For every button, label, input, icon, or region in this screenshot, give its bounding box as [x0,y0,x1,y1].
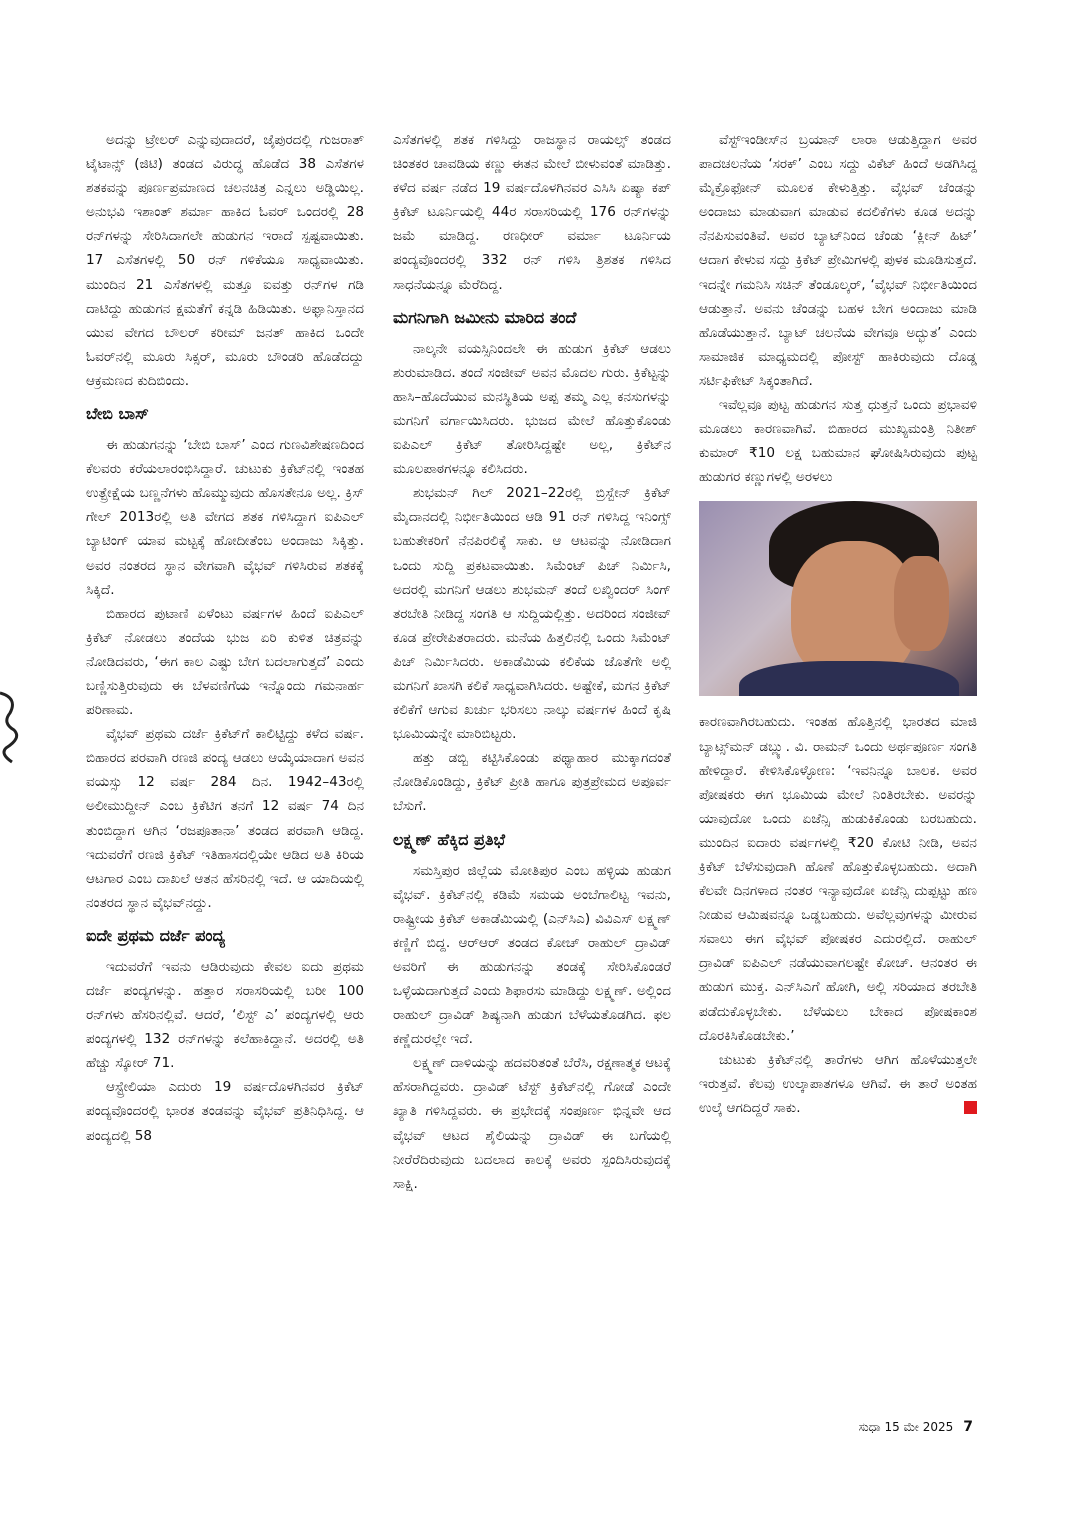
page-number: 7 [963,1419,973,1435]
margin-doodle [0,688,22,768]
paragraph: ವೆಸ್ಟ್‌ಇಂಡೀಸ್‌ನ ಬ್ರಯಾನ್ ಲಾರಾ ಆಡುತ್ತಿದ್ದಾಗ ಅವರ ಪಾದಚಲನೆಯ ‘ಸರಕ್’ ಎಂಬ ಸದ್ದು ವಿಕೆಟ್ ಹಿಂದೆ ಅಡಗಿಸಿದ್ದ ಮೈಕ್ರೊಫೋನ್ ಮೂಲಕ ಕೇಳುತ್ತಿತ್ತು. ವೈಭವ್ ಚೆಂಡನ್ನು ಅಂದಾಜು ಮಾಡುವಾಗ ಮಾಡುವ ಕದಲಿಕೆಗಳು ಕೂಡ ಅದನ್ನು ನೆನಪಿಸುವಂತಿವೆ. ಅವರ ಬ್ಯಾಟ್‌ನಿಂದ ಚೆಂಡು ‘ಕ್ಲೀನ್ ಹಿಟ್’ ಆದಾಗ ಕೇಳುವ ಸದ್ದು ಕ್ರಿಕೆಟ್ ಪ್ರೇಮಿಗಳಲ್ಲಿ ಪುಳಕ ಮೂಡಿಸುತ್ತದೆ. ಇದನ್ನೇ ಗಮನಿಸಿ ಸಚಿನ್ ತೆಂಡೂಲ್ಕರ್, ‘ವೈಭವ್ ನಿರ್ಭೀತಿಯಿಂದ ಆಡುತ್ತಾನೆ. ಅವನು ಚೆಂಡನ್ನು ಬಹಳ ಬೇಗ ಅಂದಾಜು ಮಾಡಿ ಹೊಡೆಯುತ್ತಾನೆ. ಬ್ಯಾಟ್ ಚಲನೆಯ ವೇಗವೂ ಅದ್ಭುತ’ ಎಂದು ಸಾಮಾಜಿಕ ಮಾಧ್ಯಮದಲ್ಲಿ ಪೋಸ್ಟ್ ಹಾಕಿರುವುದು ದೊಡ್ಡ ಸರ್ಟಿಫಿಕೇಟ್ ಸಿಕ್ಕಂತಾಗಿದೆ. [699,132,977,389]
column-3 [699,128,977,1120]
paragraph: ಇವೆಲ್ಲವೂ ಪುಟ್ಟ ಹುಡುಗನ ಸುತ್ತ ಧುತ್ತನೆ ಒಂದು ಪ್ರಭಾವಳಿ ಮೂಡಲು ಕಾರಣವಾಗಿವೆ. ಬಿಹಾರದ ಮುಖ್ಯಮಂತ್ರಿ ನಿತೀಶ್ ಕುಮಾರ್ ₹10 ಲಕ್ಷ ಬಹುಮಾನ ಘೋಷಿಸಿರುವುದು ಪುಟ್ಟ ಹುಡುಗರ ಕಣ್ಣುಗಳಲ್ಲಿ ಅರಳಲು [699,397,977,486]
paragraph-text: ಚುಟುಕು ಕ್ರಿಕೆಟ್‌ನಲ್ಲಿ ತಾರೆಗಳು ಆಗಿಗ ಹೊಳೆಯುತ್ತಲೇ ಇರುತ್ತವೆ. ಕೆಲವು ಉಲ್ಕಾಪಾತಗಳೂ ಆಗಿವೆ. ಈ ತಾರೆ ಅಂತಹ ಉಲ್ಕೆ ಆಗದಿದ್ದರೆ ಸಾಕು. [699,1051,977,1116]
section-heading-laxman-talent: ಲಕ್ಷ್ಮಣ್ ಹೆಕ್ಕಿದ ಪ್ರತಿಭೆ [393,829,506,849]
paragraph: ಎಸೆತಗಳಲ್ಲಿ ಶತಕ ಗಳಿಸಿದ್ದು ರಾಜಸ್ಥಾನ ರಾಯಲ್ಸ್ ತಂಡದ ಚಿಂತಕರ ಚಾವಡಿಯ ಕಣ್ಣು ಈತನ ಮೇಲೆ ಬೀಳುವಂತೆ ಮಾಡಿತ್ತು. ಕಳೆದ ವರ್ಷ ನಡೆದ 19 ವರ್ಷದೊಳಗಿನವರ ಎಸಿಸಿ ಏಷ್ಯಾ ಕಪ್ ಕ್ರಿಕೆಟ್ ಟೂರ್ನಿಯಲ್ಲಿ 44ರ ಸರಾಸರಿಯಲ್ಲಿ 176 ರನ್‌ಗಳನ್ನು ಜಮೆ ಮಾಡಿದ್ದ. ರಣಧೀರ್ ವರ್ಮಾ ಟೂರ್ನಿಯ ಪಂದ್ಯವೊಂದರಲ್ಲಿ 332 ರನ್ ಗಳಿಸಿ ತ್ರಿಶತಕ ಗಳಿಸಿದ ಸಾಧನೆಯನ್ನೂ ಮೆರೆದಿದ್ದ. [393,132,671,293]
player-photo [699,501,977,696]
paragraph: ನಾಲ್ಕನೇ ವಯಸ್ಸಿನಿಂದಲೇ ಈ ಹುಡುಗ ಕ್ರಿಕೆಟ್ ಆಡಲು ಶುರುಮಾಡಿದ. ತಂದೆ ಸಂಜೀವ್ ಅವನ ಮೊದಲ ಗುರು. ಕ್ರಿಕೆಟ್ಟನ್ನು ಹಾಸಿ–ಹೊದೆಯುವ ಮನಸ್ಥಿತಿಯ ಅಪ್ಪ ತಮ್ಮ ಎಲ್ಲ ಕನಸುಗಳನ್ನು ಮಗನಿಗೆ ವರ್ಗಾಯಿಸಿದರು. ಭುಜದ ಮೇಲೆ ಹೊತ್ತುಕೊಂಡು ಐಪಿಎಲ್ ಕ್ರಿಕೆಟ್ ತೋರಿಸಿದ್ದಷ್ಟೇ ಅಲ್ಲ, ಕ್ರಿಕೆಟ್‌ನ ಮೂಲಪಾಠಗಳನ್ನೂ ಕಲಿಸಿದರು. [393,340,671,478]
paragraph: ಇದುವರೆಗೆ ಇವನು ಆಡಿರುವುದು ಕೇವಲ ಐದು ಪ್ರಥಮ ದರ್ಜೆ ಪಂದ್ಯಗಳನ್ನು. ಹತ್ತಾರ ಸರಾಸರಿಯಲ್ಲಿ ಬರೀ 100 ರನ್‌ಗಳು ಹೆಸರಿನಲ್ಲಿವೆ. ಆದರೆ, ‘ಲಿಸ್ಟ್ ಎ’ ಪಂದ್ಯಗಳಲ್ಲಿ ಆರು ಪಂದ್ಯಗಳಲ್ಲಿ 132 ರನ್‌ಗಳನ್ನು ಕಲೆಹಾಕಿದ್ದಾನೆ. ಅದರಲ್ಲಿ ಅತಿ ಹೆಚ್ಚು ಸ್ಕೋರ್ 71. [86,958,364,1072]
section-heading-first-class: ಐದೇ ಪ್ರಥಮ ದರ್ಜೆ ಪಂದ್ಯ [86,925,226,945]
paragraph: ಹತ್ತು ಡಬ್ಬಿ ಕಟ್ಟಿಸಿಕೊಂಡು ಪಥ್ಯಾಹಾರ ಮುಕ್ಕಾಗದಂತೆ ನೋಡಿಕೊಂಡಿದ್ದು, ಕ್ರಿಕೆಟ್ ಪ್ರೀತಿ ಹಾಗೂ ಪುತ್ರಪ್ರೇಮದ ಅಪೂರ್ವ ಬೆಸುಗೆ. [393,750,671,815]
page-footer [858,1418,973,1436]
column-2 [393,128,671,1196]
magazine-issue: ಸುಧಾ 15 ಮೇ 2025 [858,1420,954,1434]
paragraph: ಕಾರಣವಾಗಿರಬಹುದು. ಇಂತಹ ಹೊತ್ತಿನಲ್ಲಿ ಭಾರತದ ಮಾಜಿ ಬ್ಯಾಟ್ಸ್‌ಮನ್ ಡಬ್ಲ್ಯು. ವಿ. ರಾಮನ್ ಒಂದು ಅರ್ಥಪೂರ್ಣ ಸಂಗತಿ ಹೇಳಿದ್ದಾರೆ. ಕೇಳಿಸಿಕೊಳ್ಳೋಣ: ‘ಇವನಿನ್ನೂ ಬಾಲಕ. ಅವರ ಪೋಷಕರು ಈಗ ಭೂಮಿಯ ಮೇಲೆ ನಿಂತಿರಬೇಕು. ಅವರನ್ನು ಯಾವುದೋ ಒಂದು ಏಜೆನ್ಸಿ ಹುಡುಕಿಕೊಂಡು ಬರಬಹುದು. ಮುಂದಿನ ಐದಾರು ವರ್ಷಗಳಲ್ಲಿ ₹20 ಕೋಟಿ ನೀಡಿ, ಅವನ ಕ್ರಿಕೆಟ್ ಬೆಳೆಸುವುದಾಗಿ ಹೊಣೆ ಹೊತ್ತುಕೊಳ್ಳಬಹುದು. ಅದಾಗಿ ಕೆಲವೇ ದಿನಗಳಾದ ನಂತರ ಇನ್ಯಾವುದೋ ಏಜೆನ್ಸಿ ದುಪ್ಪಟ್ಟು ಹಣ ನೀಡುವ ಆಮಿಷವನ್ನೂ ಒಡ್ಡಬಹುದು. ಅವೆಲ್ಲವುಗಳನ್ನು ಮೀರುವ ಸವಾಲು ಈಗ ವೈಭವ್ ಪೋಷಕರ ಎದುರಲ್ಲಿದೆ. ರಾಹುಲ್ ದ್ರಾವಿಡ್ ಐಪಿಎಲ್ ನಡೆಯುವಾಗಲಷ್ಟೇ ಕೋಚ್. ಆನಂತರ ಈ ಹುಡುಗ ಮುಕ್ತ. ಎನ್‌ಸಿಎಗೆ ಹೋಗಿ, ಅಲ್ಲಿ ಸರಿಯಾದ ತರಬೇತಿ ಪಡೆದುಕೊಳ್ಳಬೇಕು. ಬೆಳೆಯಲು ಬೇಕಾದ ಪೋಷಕಾಂಶ ದೊರಕಿಸಿಕೊಡಬೇಕು.’ [699,714,977,1044]
paragraph: ಅದನ್ನು ಟ್ರೇಲರ್ ಎನ್ನುವುದಾದರೆ, ಜೈಪುರದಲ್ಲಿ ಗುಜರಾತ್ ಟೈಟಾನ್ಸ್ (ಜಿಟಿ) ತಂಡದ ವಿರುದ್ಧ ಹೊಡೆದ 38 ಎಸೆತಗಳ ಶತಕವನ್ನು ಪೂರ್ಣಪ್ರಮಾಣದ ಚಲನಚಿತ್ರ ಎನ್ನಲು ಅಡ್ಡಿಯಿಲ್ಲ. ಅನುಭವಿ ಇಶಾಂತ್ ಶರ್ಮಾ ಹಾಕಿದ ಓವರ್ ಒಂದರಲ್ಲಿ 28 ರನ್‌ಗಳನ್ನು ಸೇರಿಸಿದಾಗಲೇ ಹುಡುಗನ ಇರಾದೆ ಸ್ಪಷ್ಟವಾಯಿತು. 17 ಎಸೆತಗಳಲ್ಲಿ 50 ರನ್ ಗಳಿಕೆಯೂ ಸಾಧ್ಯವಾಯಿತು. ಮುಂದಿನ 21 ಎಸೆತಗಳಲ್ಲಿ ಮತ್ತೂ ಐವತ್ತು ರನ್‌ಗಳ ಗಡಿ ದಾಟಿದ್ದು ಹುಡುಗನ ಕ್ಷಮತೆಗೆ ಕನ್ನಡಿ ಹಿಡಿಯಿತು. ಅಫ್ಘಾನಿಸ್ತಾನದ ಯುವ ವೇಗದ ಬೌಲರ್ ಕರೀಮ್ ಜನತ್ ಹಾಕಿದ ಒಂದೇ ಓವರ್‌ನಲ್ಲಿ ಮೂರು ಸಿಕ್ಸರ್, ಮೂರು ಬೌಂಡರಿ ಹೊಡೆದದ್ದು ಆಕ್ರಮಣದ ಕುದಿಬಿಂದು. [86,132,364,389]
paragraph: ಶುಭಮನ್ ಗಿಲ್ 2021–22ರಲ್ಲಿ ಬ್ರಿಸ್ಬೇನ್ ಕ್ರಿಕೆಟ್ ಮೈದಾನದಲ್ಲಿ ನಿರ್ಭೀತಿಯಿಂದ ಆಡಿ 91 ರನ್ ಗಳಿಸಿದ್ದ ಇನಿಂಗ್ಸ್ ಬಹುತೇಕರಿಗೆ ನೆನಪಿರಲಿಕ್ಕೆ ಸಾಕು. ಆ ಆಟವನ್ನು ನೋಡಿದಾಗ ಒಂದು ಸುದ್ದಿ ಪ್ರಕಟವಾಯಿತು. ಸಿಮೆಂಟ್ ಪಿಚ್ ನಿರ್ಮಿಸಿ, ಅದರಲ್ಲಿ ಮಗನಿಗೆ ಆಡಲು ಶುಭಮನ್ ತಂದೆ ಲಖ್ವಿಂದರ್ ಸಿಂಗ್ ತರಬೇತಿ ನೀಡಿದ್ದ ಸಂಗತಿ ಆ ಸುದ್ದಿಯಲ್ಲಿತ್ತು. ಅದರಿಂದ ಸಂಜೀವ್ ಕೂಡ ಪ್ರೇರೇಪಿತರಾದರು. ಮನೆಯ ಹಿತ್ತಲಿನಲ್ಲಿ ಒಂದು ಸಿಮೆಂಟ್ ಪಿಚ್ ನಿರ್ಮಿಸಿದರು. ಅಕಾಡೆಮಿಯ ಕಲಿಕೆಯ ಜೊತೆಗೇ ಅಲ್ಲಿ ಮಗನಿಗೆ ಖಾಸಗಿ ಕಲಿಕೆ ಸಾಧ್ಯವಾಗಿಸಿದರು. ಅಷ್ಟೇಕೆ, ಮಗನ ಕ್ರಿಕೆಟ್ ಕಲಿಕೆಗೆ ಆಗುವ ಖರ್ಚು ಭರಿಸಲು ನಾಲ್ಕು ವರ್ಷಗಳ ಹಿಂದೆ ಕೃಷಿ ಭೂಮಿಯನ್ನೇ ಮಾರಿಬಿಟ್ಟರು. [393,485,671,743]
paragraph: ಬಿಹಾರದ ಪುಟಾಣಿ ಏಳೆಂಟು ವರ್ಷಗಳ ಹಿಂದೆ ಐಪಿಎಲ್ ಕ್ರಿಕೆಟ್ ನೋಡಲು ತಂದೆಯ ಭುಜ ಏರಿ ಕುಳಿತ ಚಿತ್ರವನ್ನು ನೋಡಿದವರು, ‘ಈಗ ಕಾಲ ಎಷ್ಟು ಬೇಗ ಬದಲಾಗುತ್ತದೆ’ ಎಂದು ಬಣ್ಣಿಸುತ್ತಿರುವುದು ಈ ಬೆಳವಣಿಗೆಯ ಇನ್ನೊಂದು ಗಮನಾರ್ಹ ಪರಿಣಾಮ. [86,605,364,719]
paragraph [699,1048,977,1120]
paragraph: ಸಮಸ್ತಿಪುರ ಜಿಲ್ಲೆಯ ಮೋತಿಪುರ ಎಂಬ ಹಳ್ಳಿಯ ಹುಡುಗ ವೈಭವ್. ಕ್ರಿಕೆಟ್‌ನಲ್ಲಿ ಕಡಿಮೆ ಸಮಯ ಅಂಬೆಗಾಲಿಟ್ಟ ಇವನು, ರಾಷ್ಟ್ರೀಯ ಕ್ರಿಕೆಟ್ ಅಕಾಡೆಮಿಯಲ್ಲಿ (ಎನ್‌ಸಿಎ) ವಿವಿಎಸ್ ಲಕ್ಷ್ಮಣ್ ಕಣ್ಣಿಗೆ ಬಿದ್ದ. ಆರ್‌ಆರ್ ತಂಡದ ಕೋಚ್ ರಾಹುಲ್ ದ್ರಾವಿಡ್ ಅವರಿಗೆ ಈ ಹುಡುಗನನ್ನು ತಂಡಕ್ಕೆ ಸೇರಿಸಿಕೊಂಡರೆ ಒಳ್ಳೆಯದಾಗುತ್ತದೆ ಎಂದು ಶಿಫಾರಸು ಮಾಡಿದ್ದು ಲಕ್ಷ್ಮಣ್. ಅಲ್ಲಿಂದ ರಾಹುಲ್ ದ್ರಾವಿಡ್ ಶಿಷ್ಯನಾಗಿ ಹುಡುಗ ಬೆಳೆಯತೊಡಗಿದ. ಫಲ ಕಣ್ಣೆದುರಲ್ಲೇ ಇದೆ. [393,862,671,1048]
paragraph: ವೈಭವ್ ಪ್ರಥಮ ದರ್ಜೆ ಕ್ರಿಕೆಟ್‌ಗೆ ಕಾಲಿಟ್ಟಿದ್ದು ಕಳೆದ ವರ್ಷ. ಬಿಹಾರದ ಪರವಾಗಿ ರಣಜಿ ಪಂದ್ಯ ಆಡಲು ಆಯ್ಕೆಯಾದಾಗ ಅವನ ವಯಸ್ಸು 12 ವರ್ಷ 284 ದಿನ. 1942–43ರಲ್ಲಿ ಅಲೀಮುದ್ದೀನ್ ಎಂಬ ಕ್ರಿಕೆಟಿಗ ತನಗೆ 12 ವರ್ಷ 74 ದಿನ ತುಂಬಿದ್ದಾಗ ಆಗಿನ ‘ರಜಪೂತಾನಾ’ ತಂಡದ ಪರವಾಗಿ ಆಡಿದ್ದ. ಇದುವರೆಗೆ ರಣಜಿ ಕ್ರಿಕೆಟ್ ಇತಿಹಾಸದಲ್ಲಿಯೇ ಆಡಿದ ಅತಿ ಕಿರಿಯ ಆಟಗಾರ ಎಂಬ ದಾಖಲೆ ಆತನ ಹೆಸರಿನಲ್ಲಿ ಇದೆ. ಆ ಯಾದಿಯಲ್ಲಿ ನಂತರದ ಸ್ಥಾನ ವೈಭವ್‌ನದ್ದು. [86,726,364,911]
section-heading-baby-boss: ಬೇಬಿ ಬಾಸ್ [86,404,149,424]
end-mark-icon [964,1101,977,1114]
paragraph: ಲಕ್ಷ್ಮಣ್ ದಾಳಿಯನ್ನು ಹದವರಿತಂತೆ ಬೆರೆಸಿ, ರಕ್ಷಣಾತ್ಮಕ ಆಟಕ್ಕೆ ಹೆಸರಾಗಿದ್ದವರು. ದ್ರಾವಿಡ್ ಟೆಸ್ಟ್ ಕ್ರಿಕೆಟ್‌ನಲ್ಲಿ ಗೋಡೆ ಎಂದೇ ಖ್ಯಾತಿ ಗಳಿಸಿದ್ದವರು. ಈ ಪ್ರಭೇದಕ್ಕೆ ಸಂಪೂರ್ಣ ಭಿನ್ನವೇ ಆದ ವೈಭವ್ ಆಟದ ಶೈಲಿಯನ್ನು ದ್ರಾವಿಡ್ ಈ ಬಗೆಯಲ್ಲಿ ನೀರೆರೆದಿರುವುದು ಬದಲಾದ ಕಾಲಕ್ಕೆ ಅವರು ಸ್ಪಂದಿಸಿರುವುದಕ್ಕೆ ಸಾಕ್ಷಿ. [393,1055,671,1192]
paragraph: ಆಸ್ಟ್ರೇಲಿಯಾ ಎದುರು 19 ವರ್ಷದೊಳಗಿನವರ ಕ್ರಿಕೆಟ್ ಪಂದ್ಯವೊಂದರಲ್ಲಿ ಭಾರತ ತಂಡವನ್ನು ವೈಭವ್ ಪ್ರತಿನಿಧಿಸಿದ್ದ. ಆ ಪಂದ್ಯದಲ್ಲಿ 58 [86,1079,364,1144]
section-heading-father-sold-land: ಮಗನಿಗಾಗಿ ಜಮೀನು ಮಾರಿದ ತಂದೆ [393,307,577,327]
paragraph: ಈ ಹುಡುಗನನ್ನು ‘ಬೇಬಿ ಬಾಸ್’ ಎಂದ ಗುಣವಿಶೇಷಣದಿಂದ ಕೆಲವರು ಕರೆಯಲಾರಂಭಿಸಿದ್ದಾರೆ. ಚುಟುಕು ಕ್ರಿಕೆಟ್‌ನಲ್ಲಿ ಇಂತಹ ಉತ್ಪ್ರೇಕ್ಷೆಯ ಬಣ್ಣನೆಗಳು ಹೊಮ್ಮುವುದು ಹೊಸತೇನೂ ಅಲ್ಲ. ಕ್ರಿಸ್ ಗೇಲ್ 2013ರಲ್ಲಿ ಅತಿ ವೇಗದ ಶತಕ ಗಳಿಸಿದ್ದಾಗ ಐಪಿಎಲ್ ಬ್ಯಾಟಿಂಗ್ ಯಾವ ಮಟ್ಟಕ್ಕೆ ಹೋದೀತೆಂಬ ಅಂದಾಜು ಸಿಕ್ಕಿತ್ತು. ಅವರ ನಂತರದ ಸ್ಥಾನ ವೇಗವಾಗಿ ವೈಭವ್ ಗಳಿಸಿರುವ ಶತಕಕ್ಕೆ ಸಿಕ್ಕಿದೆ. [86,437,364,598]
column-1 [86,128,364,1148]
